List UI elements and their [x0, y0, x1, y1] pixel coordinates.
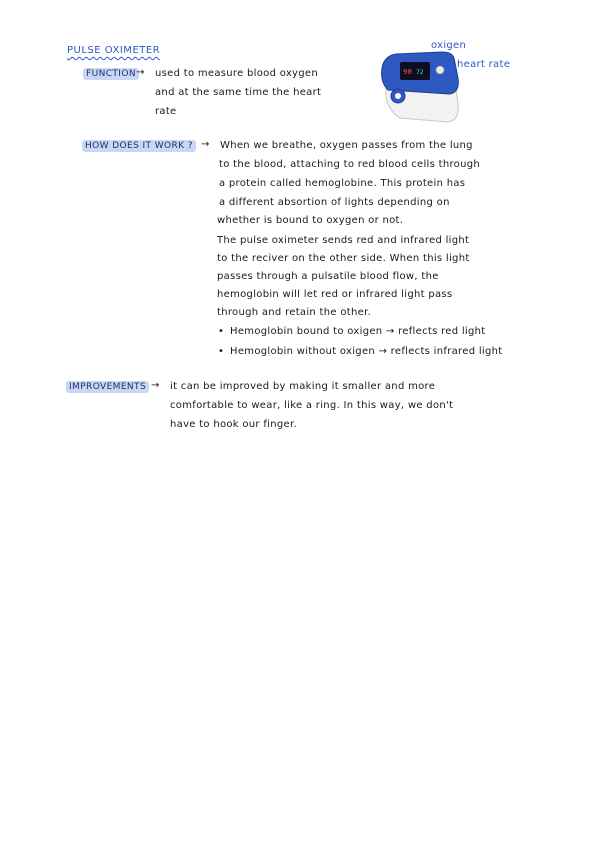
improvements-line-3: have to hook our finger. [170, 419, 297, 430]
function-label: FUNCTION [83, 68, 139, 80]
oxygen-annotation: oxigen [431, 40, 467, 51]
improvements-arrow: → [151, 380, 160, 391]
improvements-line-2: comfortable to wear, like a ring. In this way, we don't [170, 400, 454, 411]
improvements-label: IMPROVEMENTS [66, 381, 149, 393]
function-line-3: rate [155, 106, 177, 117]
how-line-1: When we breathe, oxygen passes from the lung [220, 140, 473, 151]
how-line-9: hemoglobin will let red or infrared light pass [217, 289, 453, 300]
how-line-8: passes through a pulsatile blood flow, the [217, 271, 439, 282]
bullet-dot: • [218, 346, 225, 357]
heart-rate-annotation: heart rate [457, 59, 511, 70]
how-line-10: through and retain the other. [217, 307, 372, 318]
function-line-1: used to measure blood oxygen [155, 68, 319, 79]
svg-text:98: 98 [403, 68, 412, 76]
bullet-text-2: Hemoglobin without oxigen → reflects infrared light [230, 346, 503, 357]
how-it-works-arrow: → [201, 139, 210, 150]
how-line-3: a protein called hemoglobine. This protein has [219, 178, 466, 189]
bullet-text-1: Hemoglobin bound to oxigen → reflects red light [230, 326, 486, 337]
how-line-4: a different absortion of lights depending on [219, 197, 450, 208]
bullet-item-1 [218, 326, 486, 337]
how-line-2: to the blood, attaching to red blood cells through [219, 159, 481, 170]
function-arrow: → [136, 67, 145, 78]
how-line-6: The pulse oximeter sends red and infrared light [217, 235, 470, 246]
pulse-oximeter-image [378, 48, 460, 128]
improvements-line-1: it can be improved by making it smaller and more [170, 381, 436, 392]
bullet-item-2 [218, 346, 502, 357]
function-line-2: and at the same time the heart [155, 87, 322, 98]
page-title: PULSE OXIMETER [67, 45, 161, 56]
how-line-5: whether is bound to oxygen or not. [217, 215, 404, 226]
how-line-7: to the reciver on the other side. When this light [217, 253, 470, 264]
svg-text:72: 72 [416, 69, 424, 76]
how-it-works-label: HOW DOES IT WORK ? [82, 140, 196, 152]
bullet-dot: • [218, 326, 225, 337]
